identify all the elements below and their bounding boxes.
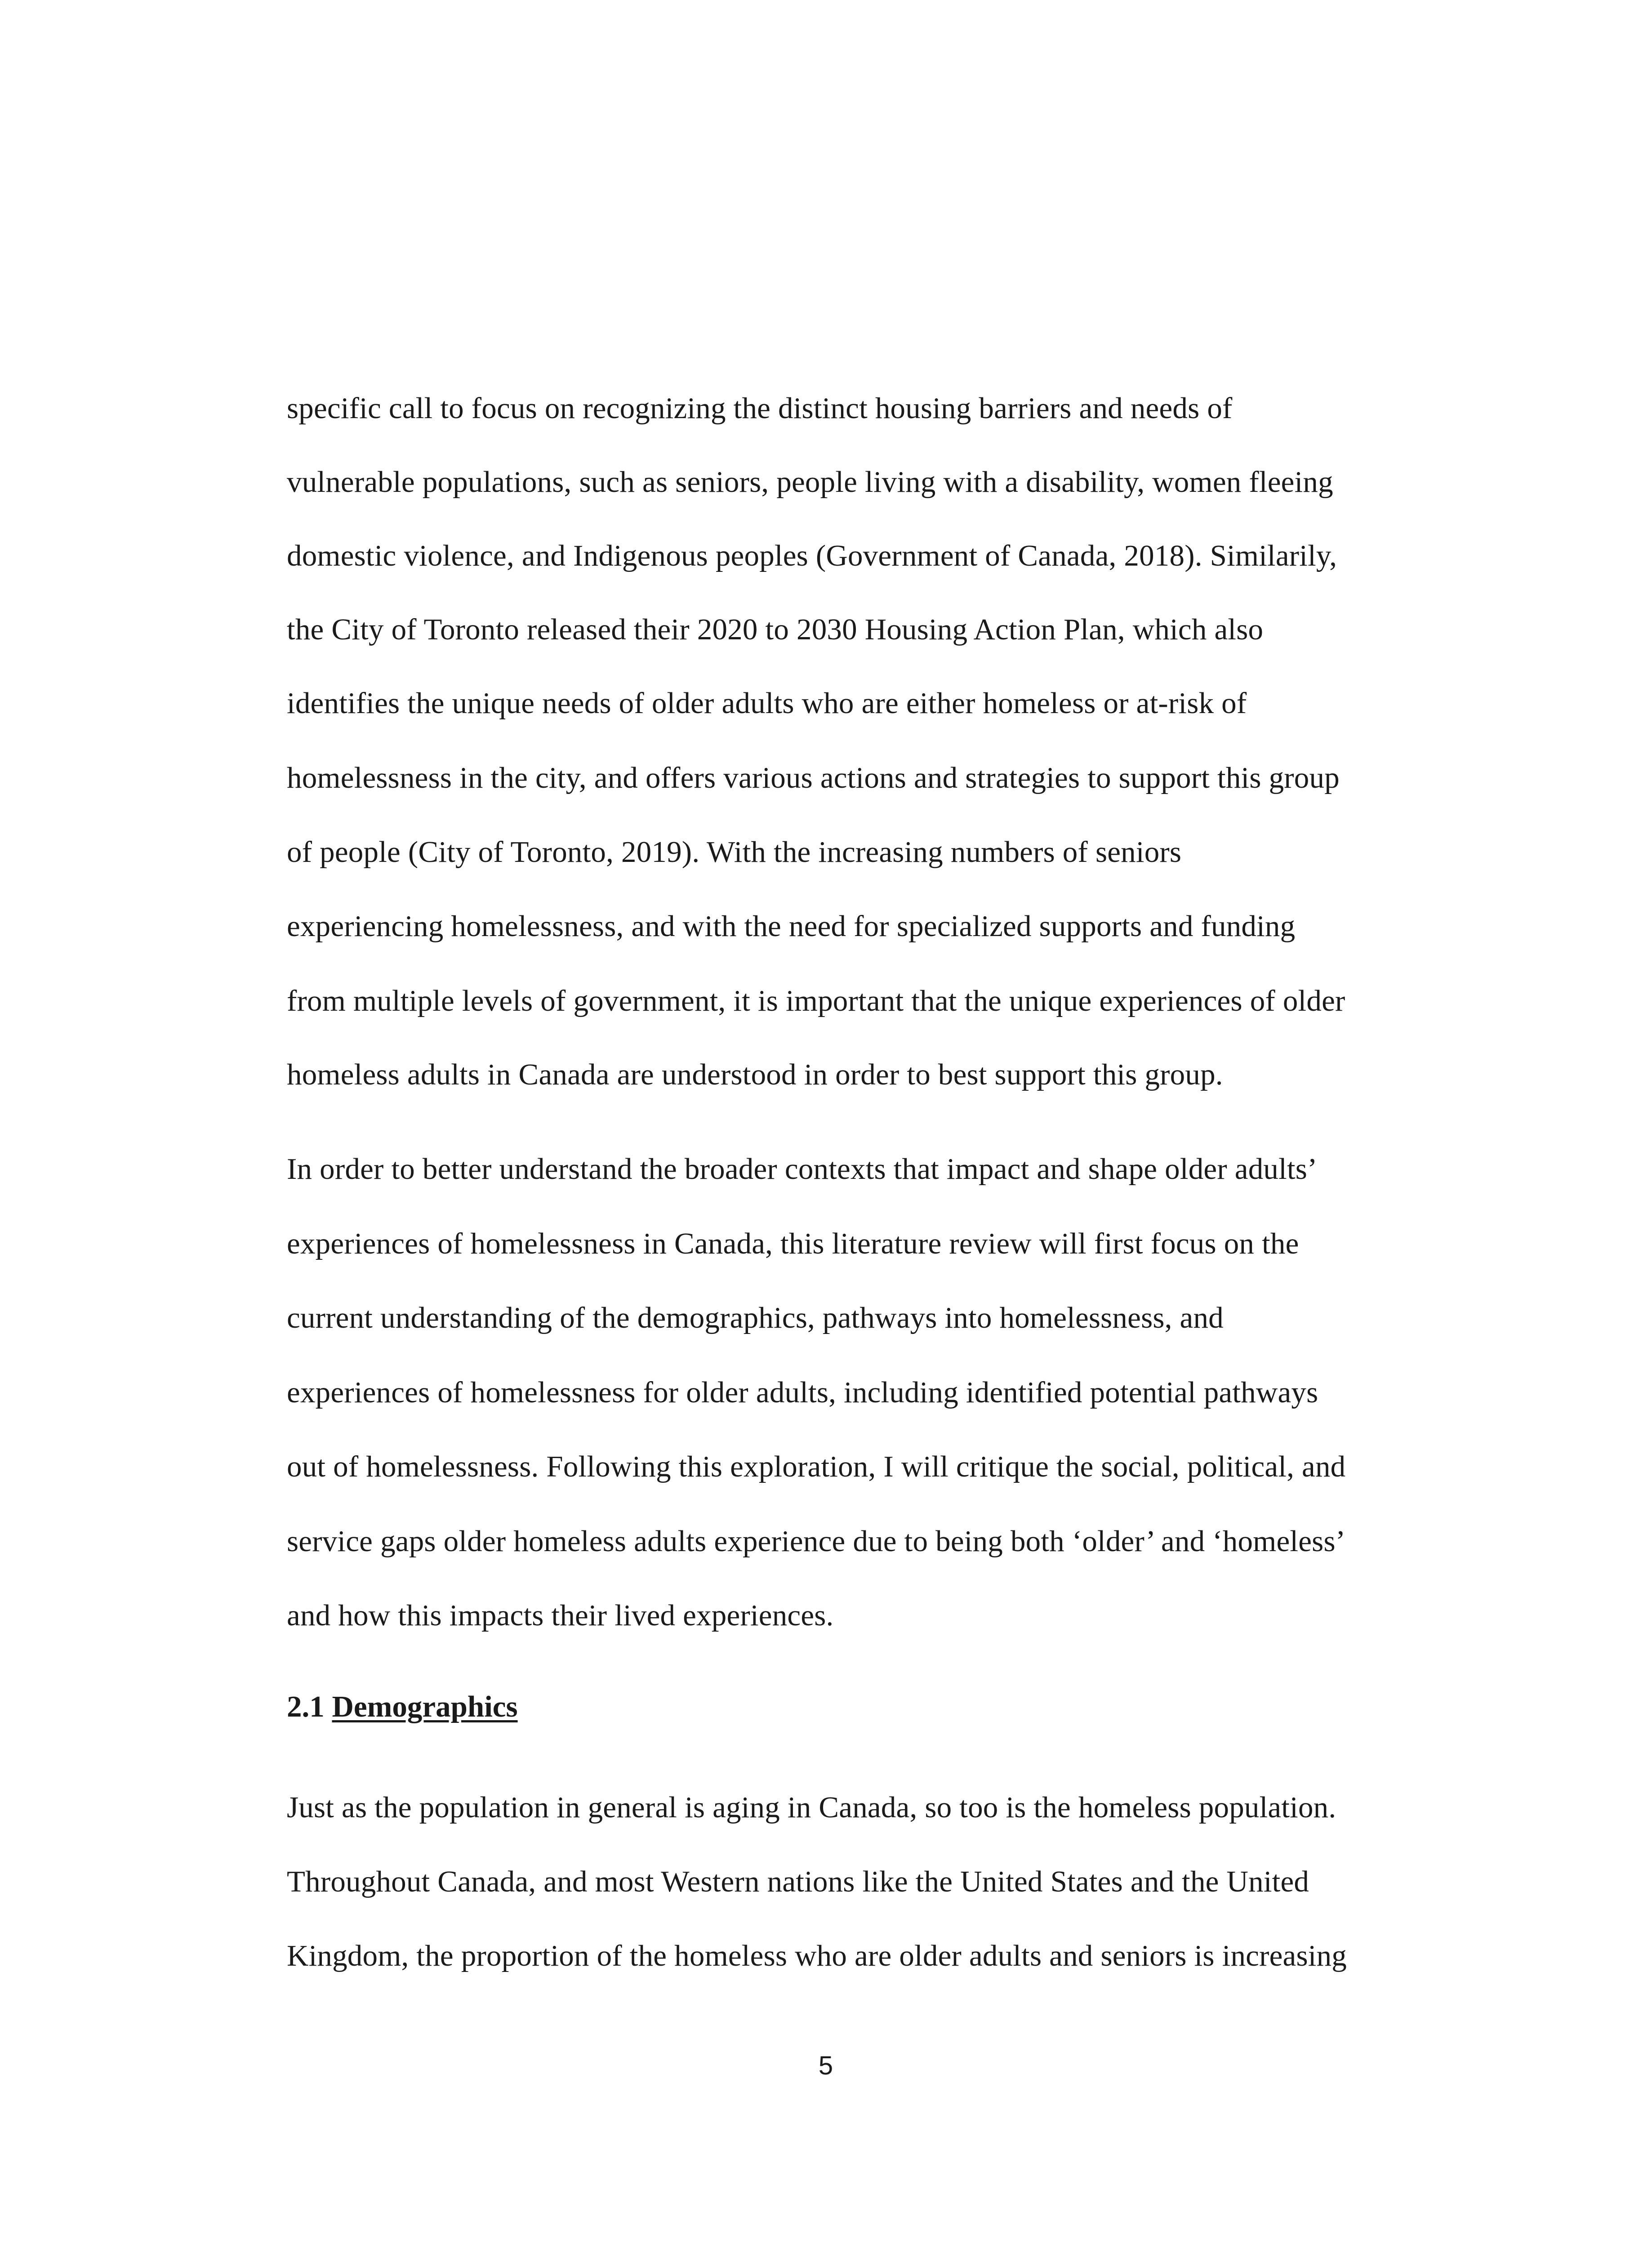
section-title: Demographics (332, 1690, 518, 1723)
section-number: 2.1 (287, 1690, 325, 1723)
text-line: specific call to focus on recognizing the distinct housing barriers and needs of (287, 392, 1233, 425)
text-line: domestic violence, and Indigenous peoples (Government of Canada, 2018). Similarily, (287, 539, 1337, 572)
text-line: from multiple levels of government, it is important that the unique experiences of older (287, 984, 1345, 1017)
text-line: Kingdom, the proportion of the homeless who are older adults and seniors is increasing (287, 1939, 1347, 1972)
text-line: vulnerable populations, such as seniors, people living with a disability, women fleeing (287, 465, 1333, 499)
text-line: homelessness in the city, and offers various actions and strategies to support this group (287, 761, 1340, 794)
text-line: experiences of homelessness for older adults, including identified potential pathways (287, 1376, 1318, 1409)
text-line: current understanding of the demographics, pathways into homelessness, and (287, 1301, 1224, 1334)
text-line: out of homelessness. Following this exploration, I will critique the social, political, and (287, 1450, 1346, 1483)
text-line: and how this impacts their lived experiences. (287, 1599, 834, 1632)
section-heading (287, 1689, 518, 1725)
text-line: identifies the unique needs of older adults who are either homeless or at-risk of (287, 687, 1247, 720)
text-line: experiencing homelessness, and with the need for specialized supports and funding (287, 910, 1296, 943)
text-line: of people (City of Toronto, 2019). With the increasing numbers of seniors (287, 835, 1182, 869)
text-line: Throughout Canada, and most Western nations like the United States and the United (287, 1865, 1309, 1898)
text-line: Just as the population in general is aging in Canada, so too is the homeless population. (287, 1791, 1336, 1824)
page-number: 5 (818, 2051, 833, 2080)
text-line: homeless adults in Canada are understood in order to best support this group. (287, 1058, 1223, 1091)
text-line: service gaps older homeless adults experience due to being both ‘older’ and ‘homeless’ (287, 1525, 1346, 1558)
text-line: the City of Toronto released their 2020 to 2030 Housing Action Plan, which also (287, 613, 1264, 646)
text-line: In order to better understand the broader contexts that impact and shape older adults’ (287, 1152, 1318, 1186)
text-line: experiences of homelessness in Canada, this literature review will first focus on the (287, 1227, 1299, 1260)
